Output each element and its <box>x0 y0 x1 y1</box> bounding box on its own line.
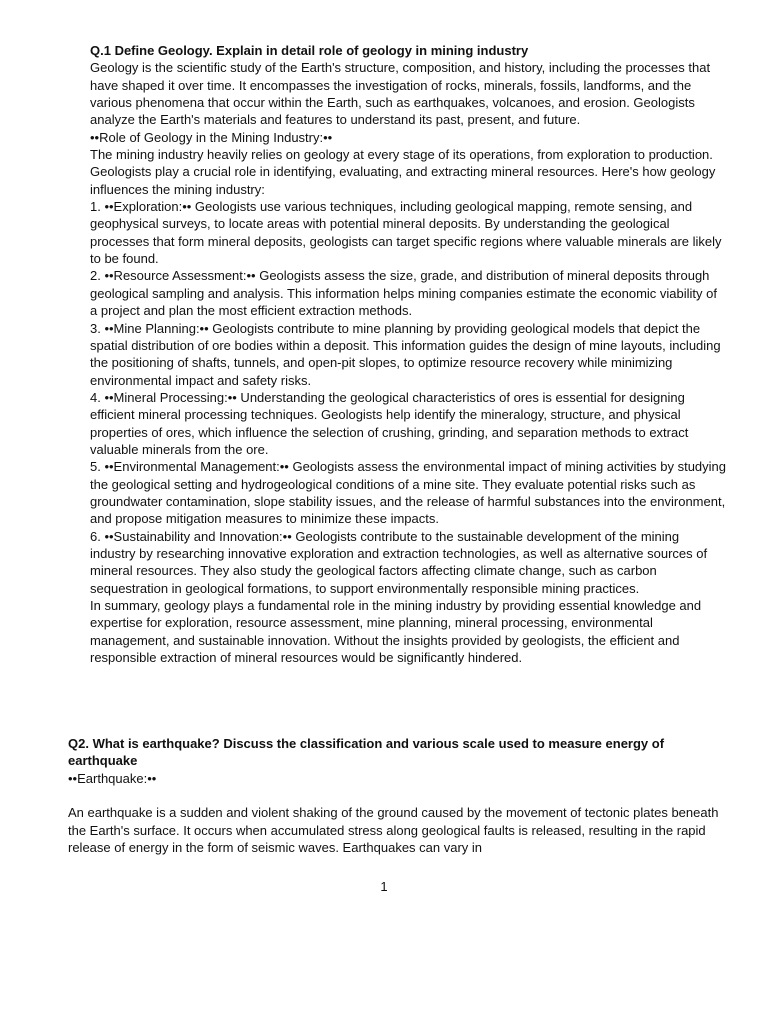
point-resource-assessment: 2. ••Resource Assessment:•• Geologists assess the size, grade, and distribution of mineral deposits through geological sampling and analysis. This information helps mining companies estimate the economic viability of a project and plan the most efficient extraction methods. <box>90 268 717 319</box>
point-mine-planning: 3. ••Mine Planning:•• Geologists contribute to mine planning by providing geological models that depict the spatial distribution of ore bodies within a deposit. This information guides the design of mine layouts, including the positioning of shafts, tunnels, and open-pit slopes, to optimize resource recovery while minimizing environmental impact and safety risks. <box>90 320 721 388</box>
earthquake-paragraph: An earthquake is a sudden and violent shaking of the ground caused by the movement of tectonic plates beneath the Earth's surface. It occurs when accumulated stress along geological faults is released, resulting in the rapid release of energy in the form of seismic waves. Earthquakes can vary in <box>68 805 719 856</box>
question-1-section <box>90 42 726 666</box>
earthquake-subheading: ••Earthquake:•• <box>68 770 157 786</box>
point-environmental-management: 5. ••Environmental Management:•• Geologists assess the environmental impact of mining activities by studying the geological setting and hydrogeological conditions of a mine site. They evaluate potential risks such as groundwater contamination, slope stability issues, and the release of harmful substances into the environment, and propose mitigation measures to minimize these impacts. <box>90 459 727 527</box>
blank-line <box>68 787 728 804</box>
page-number: 1 <box>380 879 388 894</box>
point-exploration: 1. ••Exploration:•• Geologists use various techniques, including geological mapping, remote sensing, and geophysical surveys, to locate areas with potential mineral deposits. By understanding the geological processes that form mineral deposits, geologists can target specific regions where valuable minerals are likely to be found. <box>90 199 722 267</box>
question-2-heading: Q2. What is earthquake? Discuss the classification and various scale used to measure energy of earthquake <box>68 736 665 769</box>
point-mineral-processing: 4. ••Mineral Processing:•• Understanding the geological characteristics of ores is essential for designing efficient mineral processing techniques. Geologists help identify the mineralogy, structure, and physical properties of ores, which influence the selection of crushing, grinding, and separation methods to extract valuable minerals from the ore. <box>90 389 689 457</box>
role-intro-paragraph: The mining industry heavily relies on geology at every stage of its operations, from exploration to production. Geologists play a crucial role in identifying, evaluating, and extracting mineral resources. Here's how geology influences the mining industry: <box>90 147 716 197</box>
summary-paragraph: In summary, geology plays a fundamental role in the mining industry by providing essential knowledge and expertise for exploration, resource assessment, mine planning, mineral processing, environmental management, and sustainable innovation. Without the insights provided by geologists, the efficient and responsible extraction of mineral resources would be significantly hindered. <box>90 598 702 666</box>
role-subheading: ••Role of Geology in the Mining Industry:•• <box>90 129 333 145</box>
geology-definition-paragraph: Geology is the scientific study of the Earth's structure, composition, and history, including the processes that have shaped it over time. It encompasses the investigation of rocks, minerals, fossils, landforms, and the various phenomena that occur within the Earth, such as earthquakes, volcanoes, and erosion. Geologists analyze the Earth's materials and features to understand its past, present, and future. <box>90 60 711 128</box>
question-2-section <box>68 735 728 856</box>
point-sustainability-innovation: 6. ••Sustainability and Innovation:•• Geologists contribute to the sustainable development of the mining industry by researching innovative exploration and extraction technologies, as well as alternative sources of mineral resources. They also study the geological factors affecting climate change, such as carbon sequestration in geological formations, to support environmentally responsible mining practices. <box>90 528 708 596</box>
question-1-heading: Q.1 Define Geology. Explain in detail role of geology in mining industry <box>90 43 529 58</box>
